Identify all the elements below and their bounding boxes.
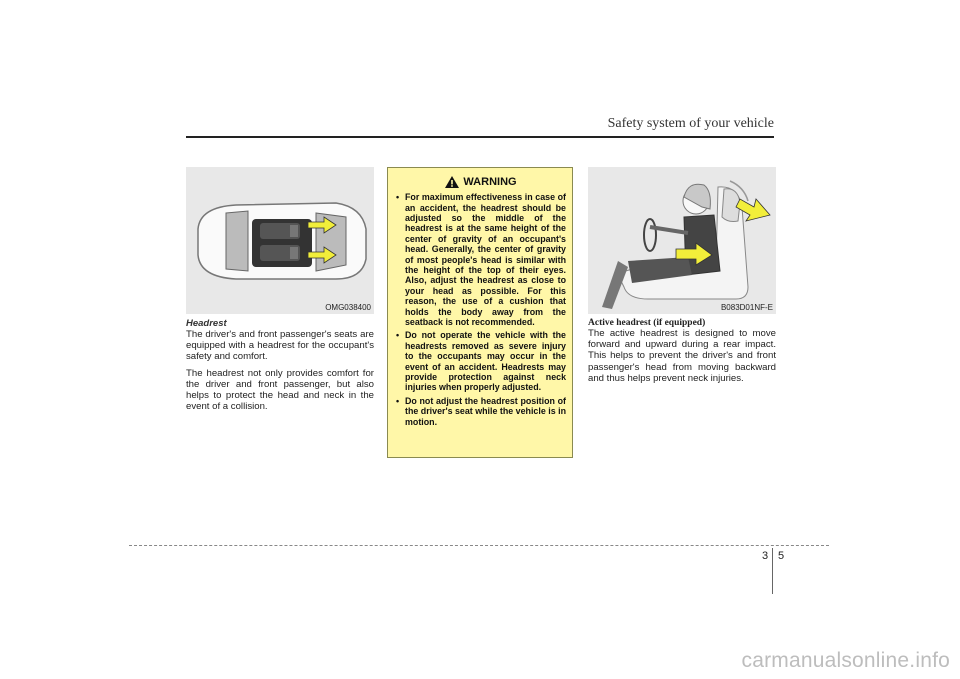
chapter-number: 3 (762, 550, 769, 562)
arrow-icon (588, 167, 776, 314)
section-subtitle: Active headrest (if equipped) (588, 318, 706, 328)
watermark: carmanualsonline.info (741, 649, 950, 672)
warning-heading (396, 176, 566, 188)
car-topview-figure (186, 167, 374, 314)
paragraph: The headrest not only provides comfort for the driver and front passenger, but also helps to protect the head and neck in the event of a collision. (186, 367, 374, 413)
right-column (588, 167, 776, 389)
header-title: Safety system of your vehicle (607, 116, 774, 131)
warning-item: • Do not adjust the headrest position of the driver's seat while the vehicle is in motion. (396, 396, 566, 427)
footer-divider (129, 545, 829, 546)
section-subtitle: Headrest (186, 318, 227, 329)
warning-item: • Do not operate the vehicle with the headrests removed as severe injury to the occupants may occur in the event of an accident. Headrests may provide protection against neck injuries when properly adjusted. (396, 330, 566, 392)
figure-code: B083D01NF-E (720, 303, 773, 312)
paragraph: The driver's and front passenger's seats are equipped with a headrest for the occupant's safety and comfort. (186, 329, 374, 363)
figure-code: OMG038400 (325, 303, 371, 312)
warning-title: WARNING (463, 176, 517, 188)
header-rule (186, 136, 774, 138)
warning-item: • For maximum effectiveness in case of an accident, the headrest should be adjusted so the middle of the headrest is at the same height of the center of gravity of an occupant's head. Generally, the center of gravity of most people's head is similar with the height of the top of their eyes. Also, adjust the headrest as close to your head as possible. For this reason, the use of a cushion that holds the body away from the seatback is not recommended. (396, 192, 566, 327)
paragraph: The active headrest is designed to move forward and upward during a rear impact. This helps to prevent the driver's and front passenger's head from moving backward and thus helps prevent neck injuries. (588, 328, 776, 384)
warning-icon (445, 176, 459, 188)
warning-box (387, 167, 573, 458)
page-number-separator (772, 548, 773, 594)
page-number: 5 (778, 550, 785, 562)
left-column (186, 167, 374, 417)
warning-list (396, 192, 566, 427)
active-headrest-figure (588, 167, 776, 314)
arrow-icon (186, 167, 374, 314)
